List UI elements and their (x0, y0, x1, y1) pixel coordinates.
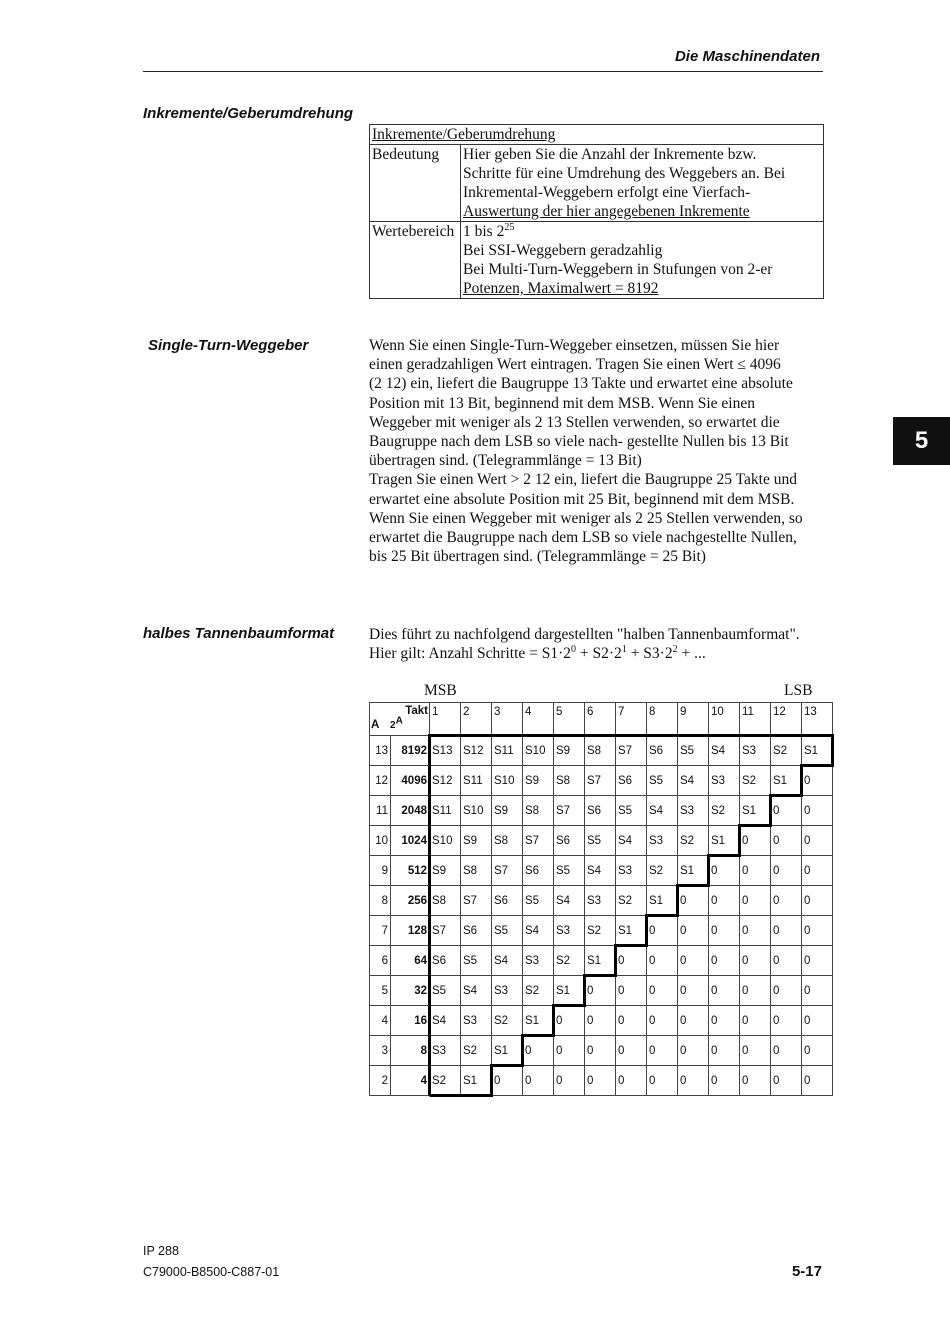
bit-cell: 0 (709, 916, 740, 946)
bit-cell: 0 (585, 1036, 616, 1066)
bit-cell: 0 (802, 826, 833, 856)
bit-cell: S7 (523, 826, 554, 856)
bit-cell: S4 (647, 796, 678, 826)
row-a-value: 9 (370, 856, 391, 886)
bit-cell: 0 (709, 1066, 740, 1096)
bit-cell: 0 (709, 946, 740, 976)
bit-cell: S6 (585, 796, 616, 826)
table-row (370, 766, 833, 796)
bit-cell: S3 (461, 1006, 492, 1036)
bit-cell: S4 (430, 1006, 461, 1036)
takt-header-cell: 3 (492, 703, 523, 736)
bit-cell: S4 (554, 886, 585, 916)
bit-cell: S3 (523, 946, 554, 976)
footer-order-number: C79000-B8500-C887-01 (143, 1265, 280, 1279)
bit-cell: 0 (740, 1006, 771, 1036)
bit-cell: S6 (492, 886, 523, 916)
bit-cell: 0 (523, 1036, 554, 1066)
bit-cell: S7 (585, 766, 616, 796)
bit-cell: S3 (740, 736, 771, 766)
bit-cell: S10 (461, 796, 492, 826)
row-power-value: 4 (391, 1066, 430, 1096)
bit-cell: 0 (678, 1006, 709, 1036)
row-a-value: 4 (370, 1006, 391, 1036)
bit-cell: S3 (709, 766, 740, 796)
bit-cell: S3 (647, 826, 678, 856)
bit-cell: S8 (492, 826, 523, 856)
bit-cell: 0 (740, 976, 771, 1006)
bit-cell: S3 (678, 796, 709, 826)
bit-cell: S6 (461, 916, 492, 946)
bit-cell: S2 (647, 856, 678, 886)
bit-cell: S4 (709, 736, 740, 766)
table-row (370, 222, 824, 299)
row-a-value: 6 (370, 946, 391, 976)
bit-cell: S7 (616, 736, 647, 766)
bit-cell: S2 (709, 796, 740, 826)
bit-cell: S5 (647, 766, 678, 796)
bit-cell: S2 (461, 1036, 492, 1066)
bit-cell: S1 (647, 886, 678, 916)
heading-format: halbes Tannenbaumformat (143, 625, 335, 642)
bit-cell: S9 (430, 856, 461, 886)
bit-cell: 0 (585, 1066, 616, 1096)
increments-parameter-table (369, 124, 824, 299)
takt-header-cell: 10 (709, 703, 740, 736)
bit-cell: S7 (461, 886, 492, 916)
bit-cell: 0 (771, 1036, 802, 1066)
singleturn-paragraph: Wenn Sie einen Single-Turn-Weggeber einsetzen, müssen Sie hier einen geradzahligen Wert eintragen. Tragen Sie einen Wert ≤ 4096 (2 12) ein, liefert die Baugruppe 13 Takte und erwartet eine absolute Position mit 13 Bit, beginnend mit dem MSB. Wenn Sie einen Weggeber mit weniger als 2 13 Stellen verwenden, so erwartet die Baugruppe nach dem LSB so viele nach- gestellte Nullen bis 13 Bit übertragen sind. (Telegrammlänge = 13 Bit) Tragen Sie einen Wert > 2 12 ein, liefert die Baugruppe 25 Takte und erwartet eine absolute Position mit 25 Bit, beginnend mit dem MSB. Wenn Sie einen Weggeber mit weniger als 2 25 Stellen verwenden, so erwartet die Baugruppe nach dem LSB so viele nachgestellte Nullen, bis 25 Bit übertragen sind. (Telegrammlänge = 25 Bit) (369, 337, 803, 566)
range-text: 1 bis $2^{25}$ Bei SSI-Weggebern geradzahlig Bei Multi-Turn-Weggebern in Stufungen von 2-er Potenzen, Maximalwert = 8192 (461, 222, 824, 299)
bit-cell: 0 (647, 1036, 678, 1066)
takt-corner-cell (370, 703, 430, 736)
bit-cell: 0 (771, 946, 802, 976)
chapter-tab-marker: 5 (893, 417, 950, 465)
bit-cell: 0 (740, 946, 771, 976)
bit-cell: S5 (554, 856, 585, 886)
bit-cell: S2 (678, 826, 709, 856)
bit-cell: S3 (492, 976, 523, 1006)
bit-cell: S4 (523, 916, 554, 946)
takt-header-cell: 7 (616, 703, 647, 736)
heading-increments: Inkremente/Geberumdrehung (143, 105, 354, 122)
bit-cell: S3 (430, 1036, 461, 1066)
row-a-value: 2 (370, 1066, 391, 1096)
bit-cell: 0 (802, 976, 833, 1006)
table-row (370, 946, 833, 976)
bit-cell: S10 (523, 736, 554, 766)
bit-cell: S3 (554, 916, 585, 946)
bit-cell: S11 (430, 796, 461, 826)
bit-cell: S5 (523, 886, 554, 916)
bit-cell: S6 (554, 826, 585, 856)
bit-cell: 0 (647, 1006, 678, 1036)
bit-cell: 0 (771, 976, 802, 1006)
bit-cell: 0 (585, 1006, 616, 1036)
row-power-value: 128 (391, 916, 430, 946)
takt-header-cell: 5 (554, 703, 585, 736)
bit-cell: S2 (740, 766, 771, 796)
row-power-value: 1024 (391, 826, 430, 856)
table-row (370, 1006, 833, 1036)
takt-header-cell: 4 (523, 703, 554, 736)
bit-cell: 0 (678, 916, 709, 946)
bit-cell: 0 (709, 1036, 740, 1066)
table-row (370, 826, 833, 856)
bit-cell: 0 (647, 946, 678, 976)
bit-cell: S2 (616, 886, 647, 916)
bit-cell: 0 (678, 1066, 709, 1096)
bit-cell: 0 (771, 856, 802, 886)
bit-cell: S1 (523, 1006, 554, 1036)
bit-cell: S5 (616, 796, 647, 826)
bit-cell: S1 (585, 946, 616, 976)
bit-cell: S1 (616, 916, 647, 946)
bit-cell: S8 (585, 736, 616, 766)
table-row (370, 736, 833, 766)
bit-cell: S10 (492, 766, 523, 796)
bit-cell: 0 (678, 946, 709, 976)
bit-cell: S4 (585, 856, 616, 886)
takt-header-cell: 11 (740, 703, 771, 736)
bit-cell: 0 (647, 1066, 678, 1096)
msb-label: MSB (424, 682, 457, 699)
bit-cell: 0 (709, 886, 740, 916)
bit-cell: S2 (771, 736, 802, 766)
bit-cell: S1 (802, 736, 833, 766)
bit-cell: S11 (492, 736, 523, 766)
bit-cell: 0 (802, 1036, 833, 1066)
bit-cell: 0 (616, 976, 647, 1006)
bit-cell: S4 (492, 946, 523, 976)
bit-cell: 0 (554, 1006, 585, 1036)
range-label: Wertebereich (370, 222, 461, 299)
row-a-value: 12 (370, 766, 391, 796)
bit-cell: S2 (585, 916, 616, 946)
bit-cell: 0 (771, 886, 802, 916)
bit-cell: S7 (554, 796, 585, 826)
bit-cell: S4 (616, 826, 647, 856)
table-row (370, 796, 833, 826)
bit-cell: S2 (430, 1066, 461, 1096)
bit-cell: S1 (709, 826, 740, 856)
row-power-value: 512 (391, 856, 430, 886)
bit-cell: S8 (554, 766, 585, 796)
row-a-value: 8 (370, 886, 391, 916)
row-power-value: 8 (391, 1036, 430, 1066)
bit-cell: S5 (461, 946, 492, 976)
bit-cell: S1 (678, 856, 709, 886)
bit-cell: 0 (771, 796, 802, 826)
bit-cell: 0 (616, 946, 647, 976)
takt-header-cell: 1 (430, 703, 461, 736)
row-power-value: 2048 (391, 796, 430, 826)
table-row (370, 886, 833, 916)
a-label: A (371, 719, 380, 731)
row-a-value: 7 (370, 916, 391, 946)
bit-cell: S6 (647, 736, 678, 766)
bit-cell: S5 (678, 736, 709, 766)
row-power-value: 8192 (391, 736, 430, 766)
bit-cell: S9 (523, 766, 554, 796)
table-row (370, 145, 824, 222)
bit-cell: 0 (740, 916, 771, 946)
bit-cell: S6 (616, 766, 647, 796)
bit-cell: 0 (678, 976, 709, 1006)
meaning-label: Bedeutung (370, 145, 461, 222)
bit-cell: S6 (430, 946, 461, 976)
table-row (370, 1036, 833, 1066)
bit-cell: S1 (771, 766, 802, 796)
bit-cell: 0 (802, 796, 833, 826)
bit-cell: 0 (740, 856, 771, 886)
bit-cell: 0 (709, 856, 740, 886)
bit-cell: 0 (802, 1066, 833, 1096)
bit-cell: 0 (771, 1066, 802, 1096)
table-row (370, 856, 833, 886)
bit-cell: 0 (802, 916, 833, 946)
bit-cell: S9 (461, 826, 492, 856)
bit-cell: 0 (740, 1066, 771, 1096)
bit-cell: S2 (554, 946, 585, 976)
bit-cell: S2 (523, 976, 554, 1006)
bit-cell: S9 (492, 796, 523, 826)
bit-cell: S8 (461, 856, 492, 886)
bit-cell: S4 (461, 976, 492, 1006)
page-number: 5-17 (791, 1263, 822, 1280)
header-rule (143, 71, 823, 72)
bit-cell: 0 (740, 1036, 771, 1066)
bit-cell: 0 (771, 826, 802, 856)
bit-cell: 0 (523, 1066, 554, 1096)
row-power-value: 64 (391, 946, 430, 976)
bit-cell: 0 (554, 1066, 585, 1096)
meaning-text: Hier geben Sie die Anzahl der Inkremente bzw. Schritte für eine Umdrehung des Weggebers an. Bei Inkremental-Weggebern erfolgt eine Vierfach- Auswertung der hier angegebenen Inkremente (461, 145, 824, 222)
bit-cell: 0 (802, 766, 833, 796)
bit-cell: S10 (430, 826, 461, 856)
bit-cell: S7 (492, 856, 523, 886)
table-row (370, 916, 833, 946)
bit-cell: 0 (771, 916, 802, 946)
takt-header-cell: 8 (647, 703, 678, 736)
bit-cell: S1 (740, 796, 771, 826)
bit-cell: 0 (647, 916, 678, 946)
table-row (370, 1066, 833, 1096)
bit-cell: S1 (554, 976, 585, 1006)
bit-cell: S5 (585, 826, 616, 856)
bit-cell: 0 (740, 826, 771, 856)
lsb-label: LSB (784, 682, 813, 699)
bit-cell: 0 (740, 886, 771, 916)
row-a-value: 13 (370, 736, 391, 766)
bit-cell: 0 (585, 976, 616, 1006)
bit-cell: S2 (492, 1006, 523, 1036)
bit-cell: 0 (647, 976, 678, 1006)
bit-cell: 0 (709, 976, 740, 1006)
bit-cell: 0 (616, 1036, 647, 1066)
bit-cell: S6 (523, 856, 554, 886)
bit-cell: 0 (771, 1006, 802, 1036)
row-a-value: 10 (370, 826, 391, 856)
bit-cell: 0 (492, 1066, 523, 1096)
bit-cell: S1 (461, 1066, 492, 1096)
takt-header-cell: 13 (802, 703, 833, 736)
bit-cell: S8 (430, 886, 461, 916)
bit-cell: 0 (802, 1006, 833, 1036)
bit-cell: S9 (554, 736, 585, 766)
bit-cell: 0 (554, 1036, 585, 1066)
row-a-value: 3 (370, 1036, 391, 1066)
takt-header-cell: 2 (461, 703, 492, 736)
bit-cell: S11 (461, 766, 492, 796)
takt-header-cell: 9 (678, 703, 709, 736)
bit-cell: S5 (492, 916, 523, 946)
row-power-value: 16 (391, 1006, 430, 1036)
bit-cell: S5 (430, 976, 461, 1006)
row-power-value: 32 (391, 976, 430, 1006)
row-power-value: 256 (391, 886, 430, 916)
grid-header-row (370, 703, 833, 736)
bit-cell: S4 (678, 766, 709, 796)
bit-cell: 0 (709, 1006, 740, 1036)
bit-cell: S7 (430, 916, 461, 946)
footer-product: IP 288 (143, 1244, 179, 1258)
bit-cell: S3 (616, 856, 647, 886)
row-a-value: 11 (370, 796, 391, 826)
table-row (370, 976, 833, 1006)
row-a-value: 5 (370, 976, 391, 1006)
bit-cell: 0 (616, 1006, 647, 1036)
bit-cell: 0 (802, 886, 833, 916)
format-paragraph: Dies führt zu nachfolgend dargestellten "halben Tannenbaumformat". Hier gilt: Anzahl Schritte = $S1\cdot 2^0 + S2\cdot 2^1 + S3\cdot 2^2$ + ... (369, 626, 800, 663)
takt-label: Takt (405, 705, 428, 717)
bit-cell: S12 (430, 766, 461, 796)
takt-header-cell: 6 (585, 703, 616, 736)
table-row (370, 125, 824, 145)
bit-cell: S12 (461, 736, 492, 766)
pow-label: $2^A$ (390, 715, 403, 731)
half-fir-tree-table (369, 702, 833, 1096)
bit-cell: 0 (678, 1036, 709, 1066)
bit-cell: S3 (585, 886, 616, 916)
bit-cell: 0 (802, 946, 833, 976)
heading-singleturn: Single-Turn-Weggeber (148, 337, 309, 354)
bit-cell: 0 (678, 886, 709, 916)
table-title: Inkremente/Geberumdrehung (370, 125, 824, 145)
bit-cell: 0 (802, 856, 833, 886)
bit-cell: 0 (616, 1066, 647, 1096)
bit-cell: S13 (430, 736, 461, 766)
bit-cell: S1 (492, 1036, 523, 1066)
bit-cell: S8 (523, 796, 554, 826)
running-header-title: Die Maschinendaten (674, 48, 820, 65)
takt-header-cell: 12 (771, 703, 802, 736)
row-power-value: 4096 (391, 766, 430, 796)
